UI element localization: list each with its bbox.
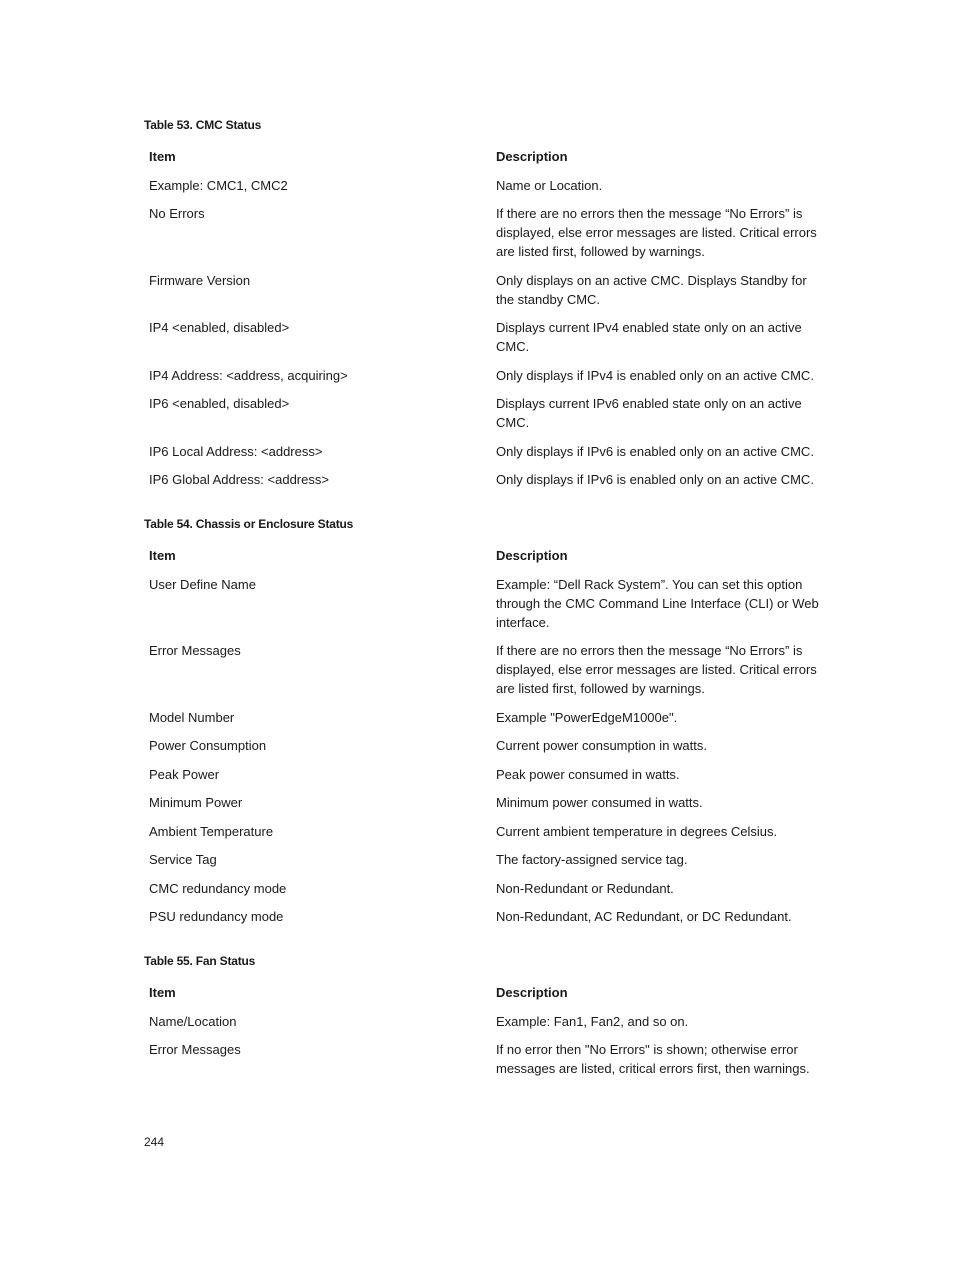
table-row [144,898,834,927]
cell-item: Name/Location [149,1013,237,1029]
table-row [144,261,834,309]
table-caption: Table 53. CMC Status [144,118,262,132]
cell-item: CMC redundancy mode [149,880,287,896]
table-cmc-status [144,116,834,489]
cell-item: IP4 Address: <address, acquiring> [149,367,348,383]
cell-description: Current power consumption in watts. [496,738,707,753]
table-caption: Table 54. Chassis or Enclosure Status [144,517,354,531]
cell-description: Only displays on an active CMC. Displays Standby for the standby CMC. [496,272,807,307]
cell-description: Current ambient temperature in degrees Celsius. [496,823,778,839]
cell-item: Model Number [149,709,235,725]
table-row [144,812,834,841]
table-row [144,698,834,727]
cell-description: Only displays if IPv4 is enabled only on an active CMC. [496,367,814,383]
cell-description: If no error then "No Errors" is shown; otherwise error messages are listed, critical errors first, then warnings. [496,1042,810,1076]
table-row [144,385,834,433]
cell-item: Ambient Temperature [149,823,274,839]
cell-description: If there are no errors then the message “No Errors” is displayed, else error messages are listed. Critical errors are listed first, followed by warnings. [496,643,817,696]
cell-item: IP6 Global Address: <address> [149,472,329,487]
table-row [144,356,834,385]
cell-item: Minimum Power [149,795,243,810]
table-row [144,461,834,490]
cell-item: Power Consumption [149,738,267,753]
column-header-item: Item [149,149,176,164]
column-header-description: Description [496,548,568,563]
cell-item: PSU redundancy mode [149,909,284,924]
cell-item: Example: CMC1, CMC2 [149,177,288,193]
table-body [144,565,834,926]
table-row [144,841,834,870]
table-row [144,632,834,699]
cell-description: The factory-assigned service tag. [496,852,688,867]
cell-description: Only displays if IPv6 is enabled only on an active CMC. [496,443,814,459]
table-caption: Table 55. Fan Status [144,954,256,968]
table-row [144,432,834,461]
cell-description: Non-Redundant, AC Redundant, or DC Redundant. [496,909,792,924]
column-header-description: Description [496,149,568,164]
cell-description: Name or Location. [496,177,603,193]
table-header-row [144,546,834,565]
cell-item: IP6 <enabled, disabled> [149,396,290,411]
table-header-row [144,983,834,1002]
table-chassis-status [144,515,834,926]
table-row [144,565,834,632]
column-header-item: Item [149,985,176,1000]
cell-description: Displays current IPv6 enabled state only on an active CMC. [496,396,802,430]
cell-description: Minimum power consumed in watts. [496,795,703,810]
table-row [144,1031,834,1079]
cell-item: Error Messages [149,643,241,658]
cell-description: Example "PowerEdgeM1000e". [496,709,678,725]
table-row [144,784,834,813]
cell-item: Peak Power [149,766,220,782]
cell-item: IP4 <enabled, disabled> [149,320,290,335]
cell-description: If there are no errors then the message “No Errors” is displayed, else error messages are listed. Critical errors are listed first, followed by warnings. [496,206,817,259]
table-body [144,166,834,489]
cell-description: Example: Fan1, Fan2, and so on. [496,1013,689,1029]
table-body [144,1002,834,1078]
page-number: 244 [144,1135,165,1149]
cell-description: Peak power consumed in watts. [496,766,680,782]
cell-item: User Define Name [149,576,256,592]
cell-item: IP6 Local Address: <address> [149,443,323,459]
table-row [144,1002,834,1031]
table-row [144,869,834,898]
table-row [144,195,834,262]
cell-description: Example: “Dell Rack System”. You can set this option through the CMC Command Line Interface (CLI) or Web interface. [496,576,819,630]
table-header-row [144,147,834,166]
cell-item: Service Tag [149,852,217,867]
column-header-description: Description [496,985,568,1000]
table-row [144,727,834,756]
cell-item: Firmware Version [149,272,251,288]
table-row [144,166,834,195]
cell-description: Displays current IPv4 enabled state only on an active CMC. [496,320,802,354]
table-row [144,755,834,784]
cell-description: Non-Redundant or Redundant. [496,880,674,896]
cell-item: Error Messages [149,1042,241,1057]
cell-description: Only displays if IPv6 is enabled only on an active CMC. [496,472,814,487]
table-fan-status [144,952,834,1078]
table-row [144,309,834,357]
column-header-item: Item [149,548,176,563]
cell-item: No Errors [149,206,205,221]
